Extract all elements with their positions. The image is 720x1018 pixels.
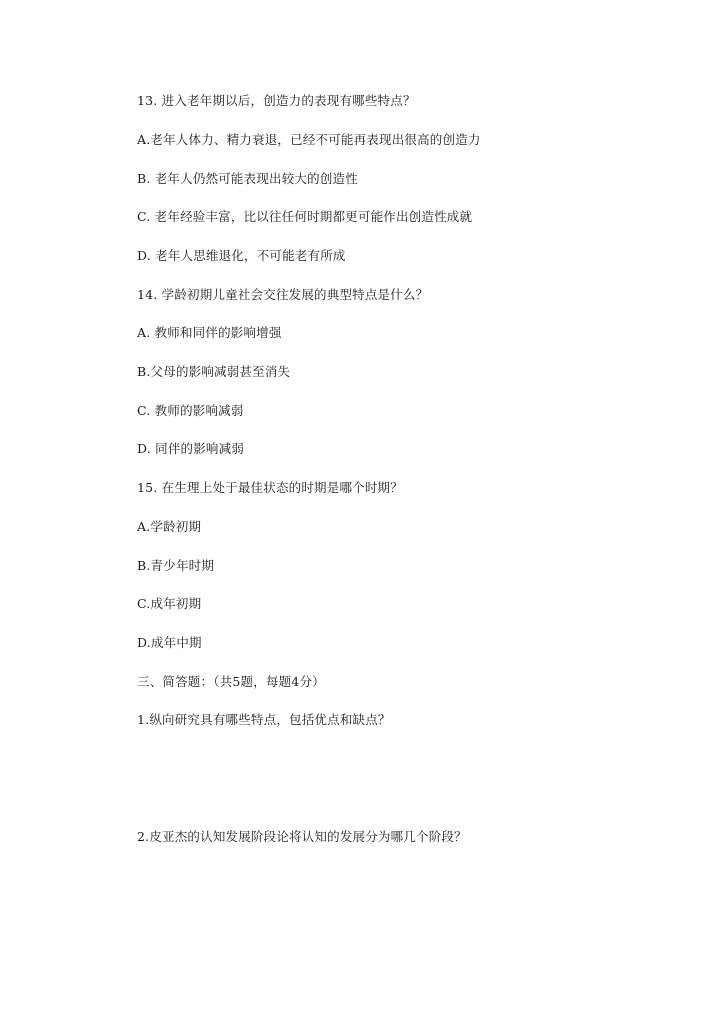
question-13: 13. 进入老年期以后，创造力的表现有哪些特点？ (137, 93, 416, 108)
question-15-option-b: B.青少年时期 (137, 558, 215, 573)
short-answer-2: 2.皮亚杰的认知发展阶段论将认知的发展分为哪几个阶段？ (137, 829, 467, 844)
question-15: 15. 在生理上处于最佳状态的时期是哪个时期？ (137, 480, 403, 495)
question-14-option-d: D. 同伴的影响减弱 (137, 441, 245, 456)
question-13-option-d: D. 老年人思维退化，不可能老有所成 (137, 248, 346, 263)
question-14: 14. 学龄初期儿童社会交往发展的典型特点是什么？ (137, 287, 429, 302)
section-heading: 三、简答题：（共5题，每题4分） (137, 674, 325, 689)
question-15-option-d: D.成年中期 (137, 635, 202, 650)
question-13-option-a: A.老年人体力、精力衰退，已经不可能再表现出很高的创造力 (137, 132, 481, 147)
question-13-option-b: B. 老年人仍然可能表现出较大的创造性 (137, 171, 358, 186)
question-14-option-a: A. 教师和同伴的影响增强 (137, 325, 282, 340)
question-14-option-c: C. 教师的影响减弱 (137, 403, 244, 418)
question-13-option-c: C. 老年经验丰富，比以往任何时期都更可能作出创造性成就 (137, 209, 473, 224)
question-15-option-c: C.成年初期 (137, 596, 202, 611)
question-15-option-a: A.学龄初期 (137, 519, 202, 534)
question-14-option-b: B.父母的影响减弱甚至消失 (137, 364, 291, 379)
short-answer-1: 1.纵向研究具有哪些特点，包括优点和缺点？ (137, 712, 391, 727)
